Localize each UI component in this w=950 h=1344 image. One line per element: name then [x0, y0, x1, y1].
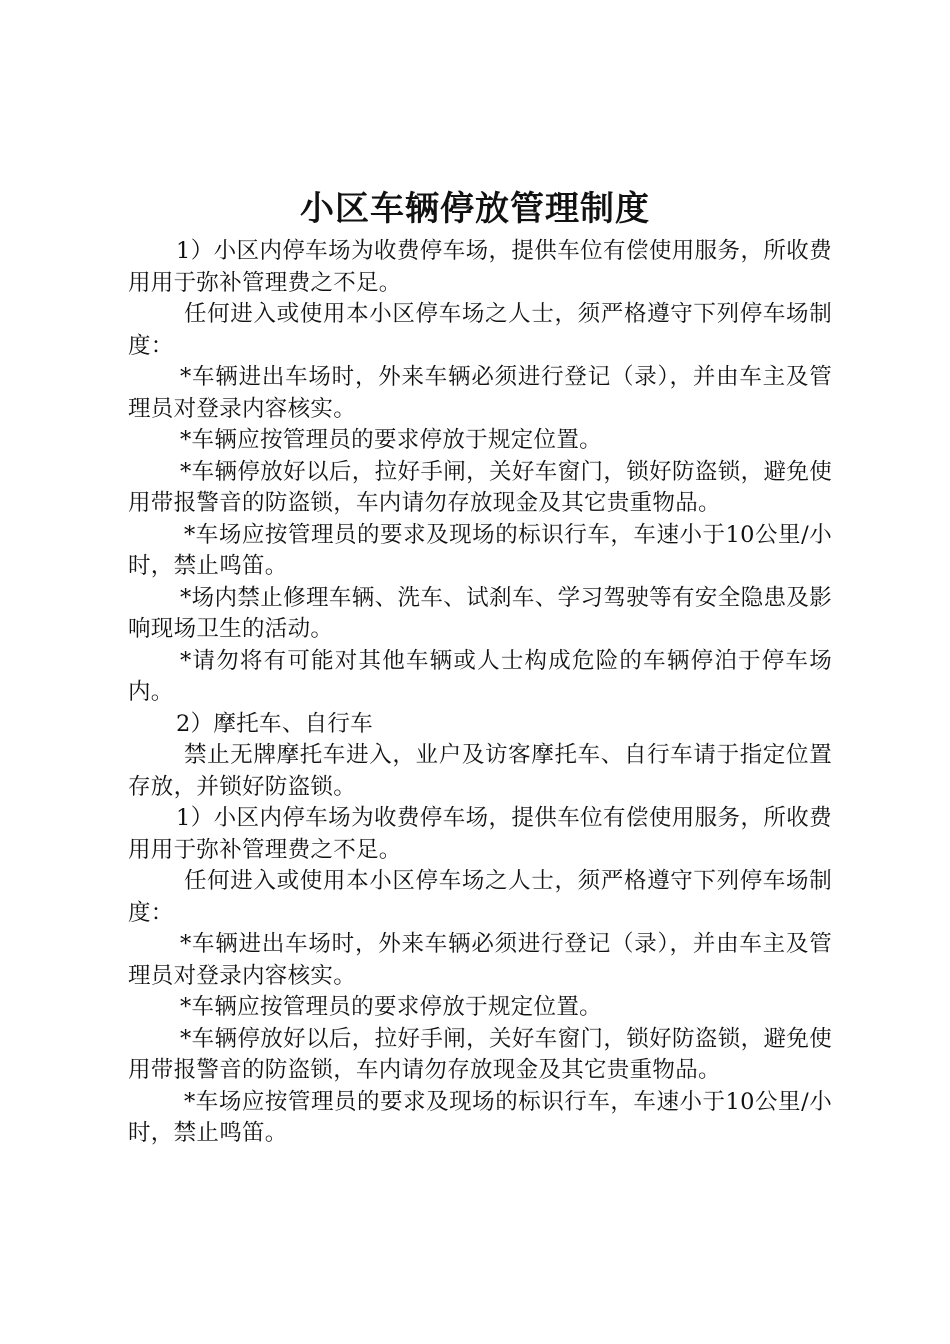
paragraph-16: *车场应按管理员的要求及现场的标识行车，车速小于10公里/小时，禁止鸣笛。 — [128, 1088, 832, 1146]
paragraph-6: *车场应按管理员的要求及现场的标识行车，车速小于10公里/小时，禁止鸣笛。 — [128, 521, 832, 579]
document-body — [128, 236, 832, 1150]
paragraph-9: 2）摩托车、自行车 — [176, 710, 374, 737]
paragraph-2: 任何进入或使用本小区停车场之人士，须严格遵守下列停车场制度： — [128, 301, 832, 359]
paragraph-1: 1）小区内停车场为收费停车场，提供车位有偿使用服务，所收费用用于弥补管理费之不足。 — [128, 238, 832, 296]
paragraph-4: *车辆应按管理员的要求停放于规定位置。 — [180, 427, 602, 453]
paragraph-5: *车辆停放好以后，拉好手闸，关好车窗门，锁好防盗锁，避免使用带报警音的防盗锁，车内请勿存放现金及其它贵重物品。 — [128, 458, 832, 516]
document-title: 小区车辆停放管理制度 — [300, 189, 650, 229]
paragraph-7: *场内禁止修理车辆、洗车、试刹车、学习驾驶等有安全隐患及影响现场卫生的活动。 — [128, 584, 832, 642]
paragraph-3: *车辆进出车场时，外来车辆必须进行登记（录），并由车主及管理员对登录内容核实。 — [128, 364, 832, 422]
paragraph-11: 1）小区内停车场为收费停车场，提供车位有偿使用服务，所收费用用于弥补管理费之不足。 — [128, 805, 832, 863]
paragraph-13: *车辆进出车场时，外来车辆必须进行登记（录），并由车主及管理员对登录内容核实。 — [128, 931, 832, 989]
paragraph-15: *车辆停放好以后，拉好手闸，关好车窗门，锁好防盗锁，避免使用带报警音的防盗锁，车内请勿存放现金及其它贵重物品。 — [128, 1025, 832, 1083]
paragraph-12: 任何进入或使用本小区停车场之人士，须严格遵守下列停车场制度： — [128, 868, 832, 926]
paragraph-14: *车辆应按管理员的要求停放于规定位置。 — [180, 994, 602, 1020]
paragraph-10: 禁止无牌摩托车进入，业户及访客摩托车、自行车请于指定位置存放，并锁好防盗锁。 — [128, 742, 832, 800]
paragraph-8: *请勿将有可能对其他车辆或人士构成危险的车辆停泊于停车场内。 — [128, 647, 832, 705]
